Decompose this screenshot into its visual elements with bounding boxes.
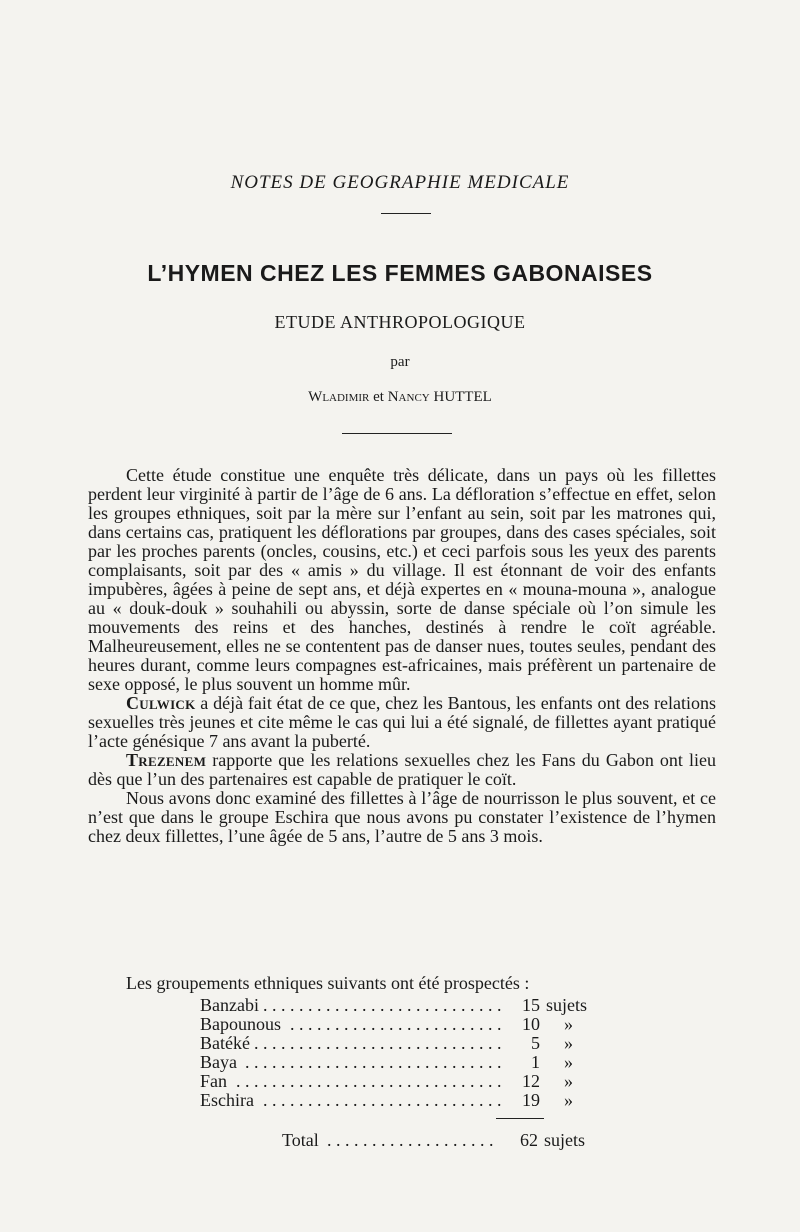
cited-author: Culwick	[126, 693, 196, 713]
groups-intro: Les groupements ethniques suivants ont été prospectés :	[126, 973, 530, 993]
group-name: Batéké	[200, 1034, 254, 1053]
group-unit: »	[564, 1033, 573, 1053]
table-row	[200, 1015, 620, 1034]
total-label: Total	[282, 1130, 323, 1150]
paragraph-text: a déjà fait état de ce que, chez les Bantous, les enfants ont des relations sexuelles très jeunes et cite même le cas qui lui a été signalé, de fillettes ayant pratiqué l’acte génésique 7 ans avant la puberté.	[88, 693, 716, 751]
total-count: 62	[520, 1130, 538, 1150]
separator-rule-authors	[342, 433, 452, 434]
article-subtitle: ETUDE ANTHROPOLOGIQUE	[274, 312, 526, 332]
article-body	[88, 466, 716, 846]
group-unit: »	[564, 1052, 573, 1072]
separator-rule-top	[381, 213, 431, 214]
group-name: Fan	[200, 1072, 231, 1091]
by-label: par	[390, 354, 410, 370]
table-row	[200, 1091, 620, 1110]
group-count: 5	[506, 1034, 540, 1053]
group-unit: »	[564, 1090, 573, 1110]
group-unit: sujets	[546, 995, 588, 1015]
paragraph	[88, 751, 716, 789]
paragraph-text: Cette étude constitue une enquête très délicate, dans un pays où les fillettes perdent leur virginité à partir de l’âge de 6 ans. La défloration s’effectue en effet, selon les groupes ethniques, soit par la mère sur l’enfant au sein, soit par les matrones qui, dans certains cas, pratiquent les déflorations par groupes, dans des cases spéciales, soit par les proches parents (oncles, cousins, etc.) et ceci parfois sous les yeux des parents complaisants, soit par des « amis » du village. Il est étonnant de voir des enfants impubères, âgées à peine de sept ans, et déjà expertes en « mouna-mouna », analogue au « douk-douk » souhahili ou abyssin, sorte de danse spéciale où l’on simule les mouvements des reins et des hanches, destinés à rendre le coït agréable. Malheureusement, elles ne se contentent pas de danser nues, toutes seules, pendant des heures durant, comme leurs compagnes est-africaines, mais préfèrent un partenaire de sexe opposé, le plus souvent un homme mûr.	[88, 465, 716, 694]
author-first-name: Wladimir	[308, 389, 370, 405]
cited-author: Trezenem	[126, 750, 207, 770]
group-count: 12	[506, 1072, 540, 1091]
paragraph	[88, 789, 716, 846]
group-name: Eschira	[200, 1091, 258, 1110]
group-unit: »	[564, 1014, 573, 1034]
table-row	[200, 1072, 620, 1091]
group-name: Bapounous	[200, 1015, 285, 1034]
table-row	[200, 1053, 620, 1072]
group-count: 1	[506, 1053, 540, 1072]
total-rule	[496, 1118, 544, 1119]
table-row	[200, 1034, 620, 1053]
paragraph	[88, 694, 716, 751]
group-name: Baya	[200, 1053, 241, 1072]
total-unit: sujets	[544, 1130, 586, 1150]
group-count: 15	[506, 996, 540, 1015]
author-second-first-name: Nancy	[387, 389, 430, 405]
group-name: Banzabi	[200, 996, 263, 1015]
paragraph-text: Nous avons donc examiné des fillettes à l’âge de nourrisson le plus souvent, et ce n’est que dans le groupe Eschira que nous avons pu constater l’existence de l’hymen chez deux fillettes, l’une âgée de 5 ans, l’autre de 5 ans 3 mois.	[88, 788, 716, 846]
group-unit: »	[564, 1071, 573, 1091]
leader-dots	[200, 1053, 505, 1072]
author-conjunction: et	[373, 389, 384, 405]
group-count: 10	[506, 1015, 540, 1034]
total-row	[282, 1130, 612, 1150]
paragraph-text: rapporte que les relations sexuelles chez les Fans du Gabon ont lieu dès que l’un des partenaires est capable de pratiquer le coït.	[88, 750, 716, 789]
table-row	[200, 996, 620, 1015]
author-last-name: HUTTEL	[433, 389, 492, 405]
paragraph	[88, 466, 716, 694]
author-line	[0, 389, 800, 406]
article-title: L’HYMEN CHEZ LES FEMMES GABONAISES	[147, 260, 653, 286]
series-heading: NOTES DE GEOGRAPHIE MEDICALE	[230, 172, 570, 193]
groups-table	[200, 996, 620, 1110]
leader-dots	[200, 1072, 505, 1091]
group-count: 19	[506, 1091, 540, 1110]
